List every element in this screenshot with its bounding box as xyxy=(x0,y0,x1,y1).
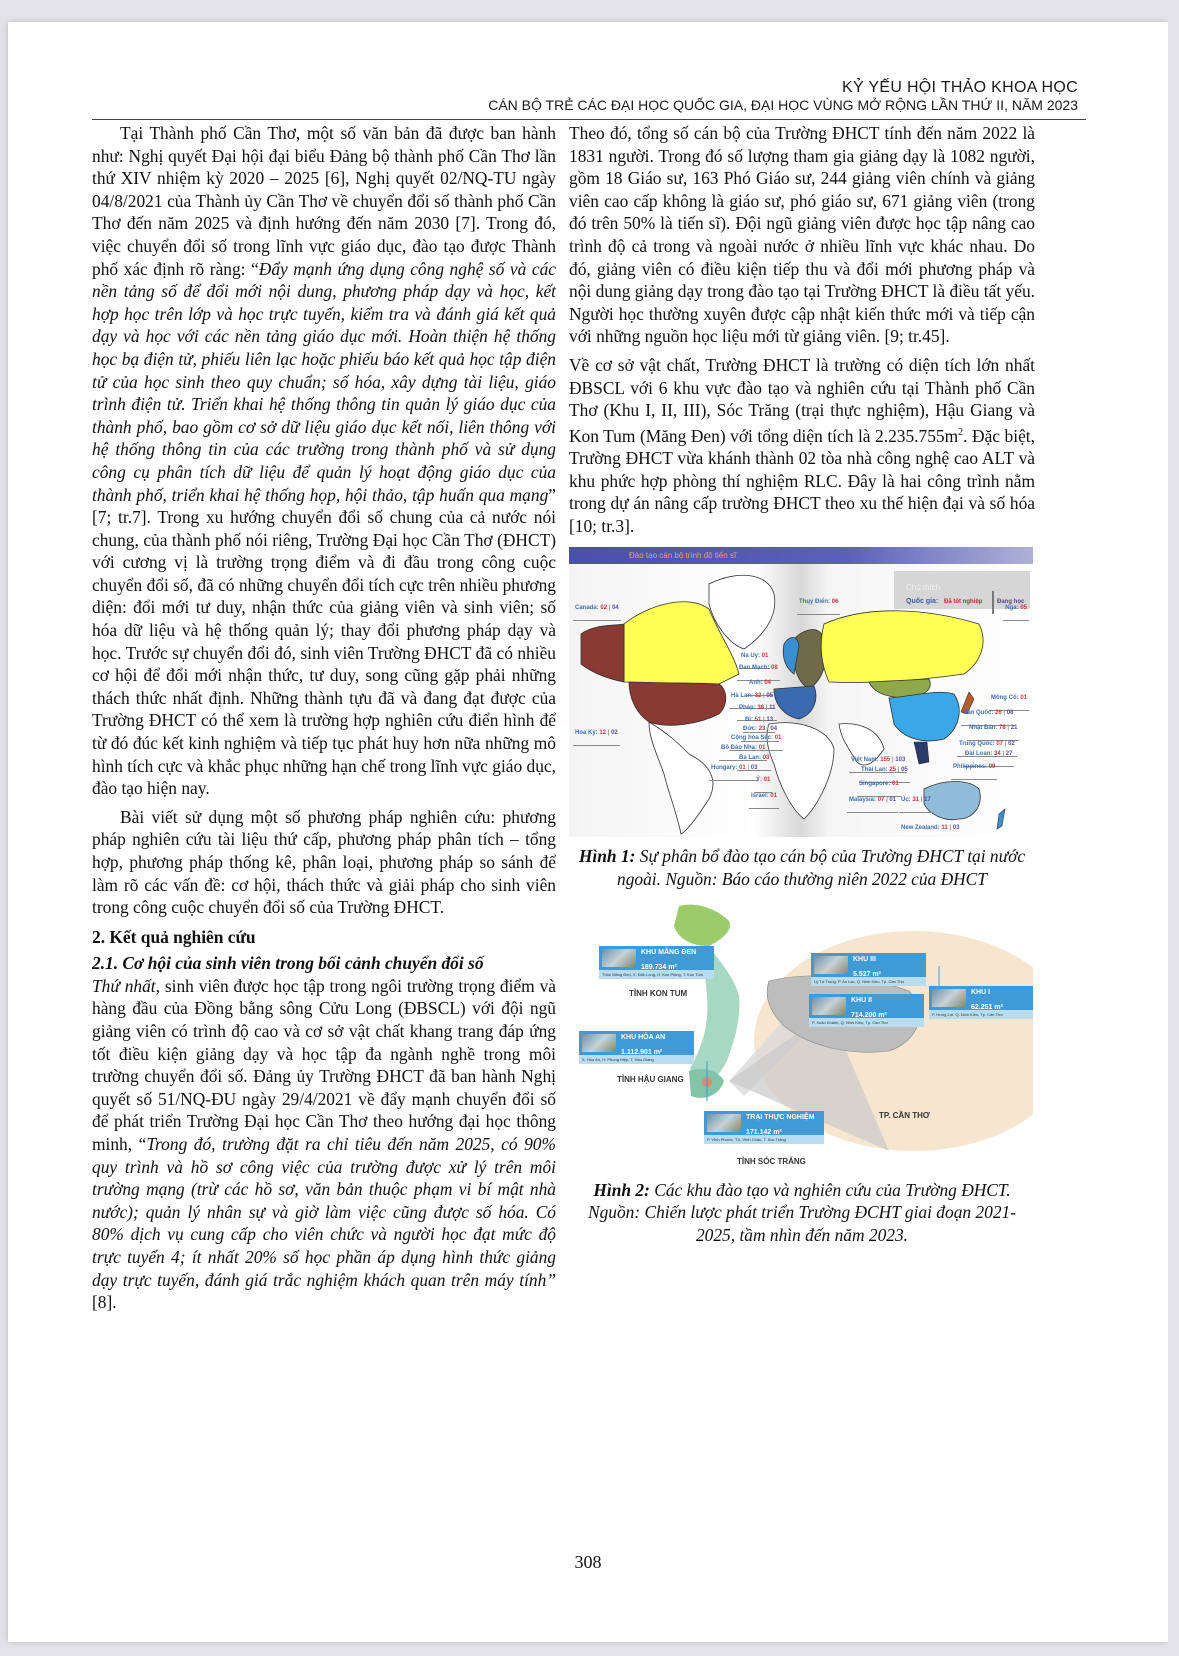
campus-card xyxy=(929,986,1033,1019)
campus-address: P. Xuân Khánh, Q. Ninh Kiều, Tp. Cần Thơ xyxy=(809,1018,924,1027)
graduated-count: 51 xyxy=(754,717,762,724)
campus-address: Thôn Măng Đen, X. Đăk Long, H. Kon Plông, T. Kon Tum xyxy=(599,970,714,979)
paragraph-opportunity-first xyxy=(92,975,556,1314)
graduated-count: 01 xyxy=(739,765,746,772)
studying-count: 05 xyxy=(901,767,908,774)
graduated-count: 01 xyxy=(774,735,782,742)
paragraph-can-tho-policy xyxy=(92,122,556,800)
campus-address: X. Hòa An, H. Phụng Hiệp, T. Hậu Giang xyxy=(579,1055,694,1064)
graduated-count: 34 xyxy=(994,751,1001,758)
country-name: Na Uy xyxy=(741,653,759,660)
country-name: New Zealand xyxy=(901,825,938,832)
subsection-heading: 2.1. Cơ hội của sinh viên trong bối cảnh chuyển đổi số xyxy=(92,952,484,973)
graduated-count: 25 xyxy=(889,767,897,774)
province-label: TỈNH HẬU GIANG xyxy=(617,1074,684,1084)
country-name: Bồ Đào Nha xyxy=(721,745,756,752)
province-label: TP. CẦN THƠ xyxy=(879,1110,930,1120)
studying-count: 13 xyxy=(766,717,774,724)
province-label: TỈNH SÓC TRĂNG xyxy=(737,1156,806,1166)
graduated-count: 05 xyxy=(1020,605,1027,612)
country-name: Hungary xyxy=(711,765,736,772)
map-country-label: Đức: 23 | 04 xyxy=(741,718,779,742)
map-country-label: Nhật Bản: 78 | 21 xyxy=(967,717,1019,741)
country-name: Đức xyxy=(743,726,756,733)
studying-count: 02 xyxy=(611,730,618,737)
graduated-count: 08 xyxy=(771,665,778,672)
header-rule xyxy=(92,119,1086,120)
map-country-label: Pháp: 38 | 11 xyxy=(737,697,777,721)
country-name: Pháp xyxy=(739,705,754,712)
country-name: Bỉ xyxy=(745,717,751,724)
right-column xyxy=(569,122,1035,1246)
scandinavia-shape xyxy=(793,630,826,689)
map-country-label: Hungary: 01 | 03 xyxy=(709,757,759,781)
graduated-count: 04 xyxy=(764,680,772,687)
studying-count: 03 xyxy=(750,765,758,772)
figure-1-world-map xyxy=(569,547,1033,837)
country-name: Philippines xyxy=(953,764,986,771)
map-country-label: Israel: 01 xyxy=(749,785,779,809)
country-name: Malaysia xyxy=(849,797,875,804)
map-country-label: Cộng hòa Séc: 01 xyxy=(729,727,783,751)
studying-count: 02 xyxy=(1008,741,1015,748)
province-label: TỈNH KON TUM xyxy=(629,988,688,998)
campus-name: KHU MĂNG ĐEN xyxy=(641,948,697,956)
campus-area: 62.251 m² xyxy=(971,1003,1003,1011)
new-zealand-shape xyxy=(997,809,1005,829)
campus-address: P. Hưng Lợi, Q. Ninh Kiều, Tp. Cần Thơ xyxy=(929,1010,1033,1019)
map-country-label: Philippines: 09 xyxy=(951,756,997,780)
lead-text: Thứ nhất, xyxy=(92,975,160,996)
graduated-count: 01 xyxy=(892,781,899,788)
graduated-count: 01 xyxy=(761,653,769,660)
russia-shape xyxy=(821,611,983,683)
graduated-count: 11 xyxy=(941,825,948,832)
paragraph-text: sinh viên được học tập trong ngôi trường trọng điểm và hàng đầu của Đồng bằng sông Cửu Long (ĐBSCL) với đội ngũ giảng viên có trình độ cao và cơ sở vật chất khang trang đáp ứng tốt điều kiện giảng dạy và học tập đa ngành nghề trong môi trường chuyển đổi số. Đảng ủy Trường ĐHCT đã ban hành Nghị quyết số 51/NQ-ĐU ngày 29/4/2021 về đẩy mạnh chuyển đổi số để phát triển Trường Đại học Cần Thơ theo hướng đại học thông minh, “ xyxy=(92,975,556,1154)
graduated-count: 09 xyxy=(988,764,996,771)
south-america-shape xyxy=(649,722,713,834)
caption-label: Hình 2: xyxy=(593,1179,650,1200)
paragraph-text: Tại Thành phố Cần Thơ, một số văn bản đã được ban hành như: Nghị quyết Đại hội đại biểu Đảng bộ thành phố Cần Thơ lần thứ XIV nhiệm kỳ 2020 – 2025 [6], Nghị quyết 02/NQ-TU ngày 04/8/2021 của Thành ủy Cần Thơ về chuyển đổi số thành phố Cần Thơ đến năm 2025 và định hướng đến năm 2030 [7]. Trong đó, việc chuyển đổi số trong lĩnh vực giáo dục, đào tạo được Thành phố xác định rõ ràng: “ xyxy=(92,123,556,279)
usa-shape xyxy=(629,682,726,725)
document-page xyxy=(8,22,1168,1642)
graduated-count: 07 xyxy=(996,741,1004,748)
campus-card xyxy=(811,953,926,986)
campus-area: 189.734 m² xyxy=(641,963,677,971)
map-country-label: Bỉ: 51 | 13 xyxy=(743,709,775,733)
section-heading: 2. Kết quả nghiên cứu xyxy=(92,926,256,947)
campus-photo xyxy=(602,949,636,967)
country-name: Nga xyxy=(1005,605,1017,612)
campus-area: 5.527 m² xyxy=(853,970,882,978)
figure-2-campus-map xyxy=(569,901,1033,1171)
campus-name: TRẠI THỰC NGHIỆM xyxy=(746,1113,815,1121)
country-name: Cộng hòa Séc xyxy=(731,735,772,742)
north-vietnam-shape xyxy=(674,904,730,945)
map-country-label: Thái Lan: 25 | 05 xyxy=(859,759,910,783)
map-banner: Đào tạo cán bộ trình độ tiến sĩ xyxy=(569,547,1033,564)
campus-address: P. Vĩnh Phước, TX. Vĩnh Châu, T. Sóc Trăng xyxy=(704,1135,824,1144)
studying-count: 27 xyxy=(1005,751,1013,758)
paragraph-methods: Bài viết sử dụng một số phương pháp nghiên cứu: phương pháp nghiên cứu tài liệu thứ cấp, phương pháp phân tích – tổng hợp, phương pháp thống kê, phân loại, phương pháp so sánh để làm rõ các vấn đề: cơ hội, thách thức và giải pháp cho sinh viên trong công cuộc chuyển đổi số của Trường ĐHCT. xyxy=(92,806,556,918)
caption-label: Hình 1: xyxy=(578,846,636,867)
viewer-edge xyxy=(1168,0,1179,1656)
studying-count: 103 xyxy=(895,757,906,764)
paragraph-text: . Đặc biệt, Trường ĐHCT vừa khánh thành 02 tòa nhà công nghệ cao ALT và khu phức hợp phòng thí nghiệm RLC. Đây là hai công trình nằm trong dự án nâng cấp trường ĐHCT theo xu thế hiện đại và số hóa [10; tr.3]. xyxy=(569,425,1035,536)
graduated-count: 01 xyxy=(1020,695,1027,702)
campus-address: Lý Tự Trọng, P. An Lạc, Q. Ninh Kiều, Tp. Cần Thơ xyxy=(811,977,926,986)
country-name: Đan Mạch xyxy=(739,665,768,672)
map-country-label: Úc: 31 | 17 xyxy=(899,789,933,813)
graduated-count: 01 xyxy=(770,793,778,800)
studying-count: 03 xyxy=(952,825,960,832)
graduated-count: 23 xyxy=(758,726,766,733)
country-name: Canada xyxy=(575,605,597,612)
country-name: Anh xyxy=(749,680,761,687)
studying-count: 08 xyxy=(1006,710,1014,717)
running-header xyxy=(488,78,1078,114)
studying-count: 01 xyxy=(889,797,897,804)
legend-title: Chú thích xyxy=(906,583,941,593)
quote-text: Trong đó, trường đặt ra chỉ tiêu đến năm 2025, có 90% quy trình và hồ sơ công việc của trường được xử lý trên môi trường mạng (trừ các hồ sơ, văn bản thuộc phạm vi bí mật nhà nước); quản lý nhân sự và giờ làm việc cũng được số hóa. Có 80% dịch vụ cung cấp cho viên chức và người học đạt mức độ trực tuyến 4; ít nhất 20% số học phần áp dụng hình thức giảng dạy trực tuyến, đánh giá trắc nghiệm khách quan trên máy tính” xyxy=(92,1133,556,1290)
country-name: Singapore xyxy=(859,781,889,788)
country-name: Nhật Bản xyxy=(969,725,996,732)
map-country-label: Mông Cổ: 01 xyxy=(989,687,1029,711)
country-name: Israel xyxy=(751,793,767,800)
map-country-label: Hoa Kỳ: 12 | 02 xyxy=(573,722,620,746)
campus-photo xyxy=(707,1114,741,1132)
campus-photo xyxy=(932,989,966,1007)
alaska-shape xyxy=(581,624,624,682)
studying-count: 11 xyxy=(769,705,776,712)
page-number: 308 xyxy=(574,1552,602,1572)
map-country-label: New Zealand: 11 | 03 xyxy=(899,817,961,837)
header-subtitle: CÁN BỘ TRẺ CÁC ĐẠI HỌC QUỐC GIA, ĐẠI HỌC VÙNG MỞ RỘNG LẦN THỨ II, NĂM 2023 xyxy=(488,97,1078,113)
vietnam-shape xyxy=(914,742,929,764)
country-name: Hàn Quốc xyxy=(963,710,992,717)
campus-area: 171.142 m² xyxy=(746,1128,782,1136)
graduated-count: 32 xyxy=(754,693,762,700)
map-country-label: Đan Mạch: 08 xyxy=(737,657,780,681)
country-name: Hà Lan xyxy=(731,693,752,700)
map-country-label: Ba Lan: 03 xyxy=(737,747,771,771)
graduated-count: 01 xyxy=(758,745,766,752)
campus-photo xyxy=(814,956,848,974)
graduated-count: 26 xyxy=(995,710,1002,717)
superscript: 2 xyxy=(958,426,964,438)
map-country-label: Canada: 02 | 04 xyxy=(573,597,621,621)
campus-photo xyxy=(812,997,846,1015)
studying-count: 05 xyxy=(766,693,774,700)
china-shape xyxy=(889,693,959,742)
graduated-count: 31 xyxy=(912,797,920,804)
quote-text: Đẩy mạnh ứng dụng công nghệ số và các nền tảng số để đổi mới nội dung, phương pháp dạy và học, kết hợp học trên lớp và học trực tuyến, kiểm tra và đánh giá kết quả dạy và học với các nền tảng giáo dục mới. Hoàn thiện hệ thống học bạ điện tử, phiếu liên lạc hoặc phiếu báo kết quả học tập điện tử của học sinh theo quy chuẩn; số hóa, xây dựng tài liệu, giáo trình điện tử. Triển khai hệ thống thông tin quản lý giáo dục của thành phố, bao gồm cơ sở dữ liệu giáo dục kết nối, liên thông với hệ thống thông tin của các trường trong thành phố và sử dụng công cụ phân tích dữ liệu để quản lý hoạt động giáo dục của thành phố, triển khai hệ thống họp, hội thảo, tập huấn qua mạng xyxy=(92,258,556,505)
campus-area: 1.112.901 m² xyxy=(621,1048,663,1056)
legend-graduated: Đã tốt nghiệp xyxy=(944,599,983,606)
left-column xyxy=(92,122,556,1314)
country-name: Đài Loan xyxy=(965,751,991,758)
country-name: Ba Lan xyxy=(739,755,760,762)
campus-card xyxy=(579,1031,694,1064)
legend-key: Quốc gia: xyxy=(906,598,939,606)
map-country-label: Na Uy: 01 xyxy=(739,645,770,669)
country-name: Thụy Điển xyxy=(799,599,829,606)
studying-count: 04 xyxy=(770,726,778,733)
campus-card xyxy=(599,946,714,979)
studying-count: 17 xyxy=(924,797,931,804)
paragraph-text: Về cơ sở vật chất, Trường ĐHCT là trường có diện tích lớn nhất ĐBSCL với 6 khu vực đào tạo và nghiên cứu tại Thành phố Cần Thơ (Khu I, II, III), Sóc Trăng (trại thực nghiệm), Hậu Giang và Kon Tum (Măng Đen) với tổng diện tích là 2.235.755m xyxy=(569,354,1035,446)
graduated-count: 07 xyxy=(877,797,885,804)
citation-text: [8]. xyxy=(92,1292,117,1313)
country-name: Trung Quốc xyxy=(959,741,993,748)
graduated-count: 02 xyxy=(600,605,608,612)
campus-name: KHU II xyxy=(851,996,872,1004)
map-country-label: Bồ Đào Nha: 01 xyxy=(719,737,767,761)
country-name: Thái Lan xyxy=(861,767,886,774)
country-name: Úc xyxy=(901,797,909,804)
map-country-label: Hà Lan: 32 | 05 xyxy=(729,685,775,709)
legend-studying: Đang học xyxy=(992,591,1024,614)
campus-area: 714.200 m² xyxy=(851,1011,887,1019)
map-country-label: Hàn Quốc: 26 | 08 xyxy=(961,702,1015,726)
map-country-label: Đài Loan: 34 | 27 xyxy=(963,743,1014,767)
figure-2-caption xyxy=(569,1179,1035,1247)
graduated-count: 03 xyxy=(762,755,770,762)
map-country-label: Nga: 05 xyxy=(1003,597,1029,621)
paragraph-text: ” [7; tr.7]. Trong xu hướng chuyển đổi số chung của cả nước nói chung, của thành phố nói riêng, Trường Đại học Cần Thơ (ĐHCT) với cương vị là trường trọng điểm và đi đầu trong công cuộc chuyển đổi số, đã có những chuyển đổi tích cực trên nhiều phương diện: đổi mới tư duy, nhận thức của giảng viên và sinh viên; số hóa dữ liệu và hệ thống quản lý; thay đổi phương pháp dạy và học. Trước sự chuyển đổi đó, sinh viên Trường ĐHCT đã có nhiều cơ hội để đổi mới nhận thức, tư duy, song cũng gặp phải những thách thức nhất định. Những thành tựu đã và đang đạt được của Trường ĐHCT có thể xem là trường hợp nghiên cứu điển hình để từ đó đúc kết kinh nghiệm và tiếp tục phát huy hơn nữa những mô hình tích cực và khắc phục những hạn chế trong lĩnh vực giáo dục, đào tạo hiện nay. xyxy=(92,484,556,799)
map-country-label: Malaysia: 07 | 01 xyxy=(847,789,898,813)
studying-count: 04 xyxy=(612,605,619,612)
map-country-label: Trung Quốc: 07 | 02 xyxy=(957,733,1017,757)
graduated-count: 06 xyxy=(831,599,839,606)
country-name: Mông Cổ xyxy=(990,695,1017,702)
campus-card xyxy=(704,1111,824,1144)
header-title: KỶ YẾU HỘI THẢO KHOA HỌC xyxy=(842,79,1078,96)
campus-photo xyxy=(582,1034,616,1052)
western-europe-shape xyxy=(774,686,816,719)
country-name: Việt Nam xyxy=(851,757,877,764)
graduated-count: 155 xyxy=(880,757,891,764)
map-country-label: Ý: 01 xyxy=(754,769,772,793)
studying-count: 21 xyxy=(1010,725,1018,732)
paragraph-facilities xyxy=(569,354,1035,538)
graduated-count: 12 xyxy=(599,730,607,737)
country-name: Hoa Kỳ xyxy=(575,730,596,737)
graduated-count: 38 xyxy=(757,705,765,712)
map-country-label: Singapore: 01 xyxy=(857,773,901,797)
campus-card xyxy=(809,994,924,1027)
map-country-label: Thụy Điển: 06 xyxy=(797,591,840,615)
figure-1-caption xyxy=(569,845,1035,890)
campus-name: KHU I xyxy=(971,988,991,996)
map-country-label: Anh: 04 xyxy=(747,672,773,696)
campus-name: KHU III xyxy=(853,955,876,963)
graduated-count: 78 xyxy=(999,725,1006,732)
map-country-label: Việt Nam: 155 | 103 xyxy=(849,749,907,773)
caption-text: Sự phân bổ đào tạo cán bộ của Trường ĐHCT tại nước ngoài. Nguồn: Báo cáo thường niên 2022 của ĐHCT xyxy=(617,846,1026,890)
caption-text: Các khu đào tạo và nghiên cứu của Trường ĐHCT. Nguồn: Chiến lược phát triển Trường ĐCHT giai đoạn 2021-2025, tầm nhìn đến năm 2023. xyxy=(587,1179,1017,1245)
campus-name: KHU HÒA AN xyxy=(621,1033,666,1041)
graduated-count: 01 xyxy=(763,777,771,784)
country-name: Ý xyxy=(756,777,761,784)
paragraph-staff: Theo đó, tổng số cán bộ của Trường ĐHCT tính đến năm 2022 là 1831 người. Trong đó số lượng tham gia giảng dạy là 1082 người, gồm 18 Giáo sư, 163 Phó Giáo sư, 244 giảng viên chính và giảng viên cao cấp không là giáo sư, phó giáo sư, 671 giảng viên (trong đó trên 50% là tiến sĩ). Đội ngũ giảng viên được học tập nâng cao trình độ cả trong và ngoài nước ở nhiều lĩnh vực khác nhau. Do đó, giảng viên có điều kiện tiếp thu và đổi mới phương pháp và nội dung giảng dạy trong đào tạo tại Trường ĐHCT là điều tất yếu. Người học thường xuyên được cập nhật kiến thức mới và tiếp cận với những nguồn học liệu mới từ giảng viên. [9; tr.45]. xyxy=(569,123,1035,347)
